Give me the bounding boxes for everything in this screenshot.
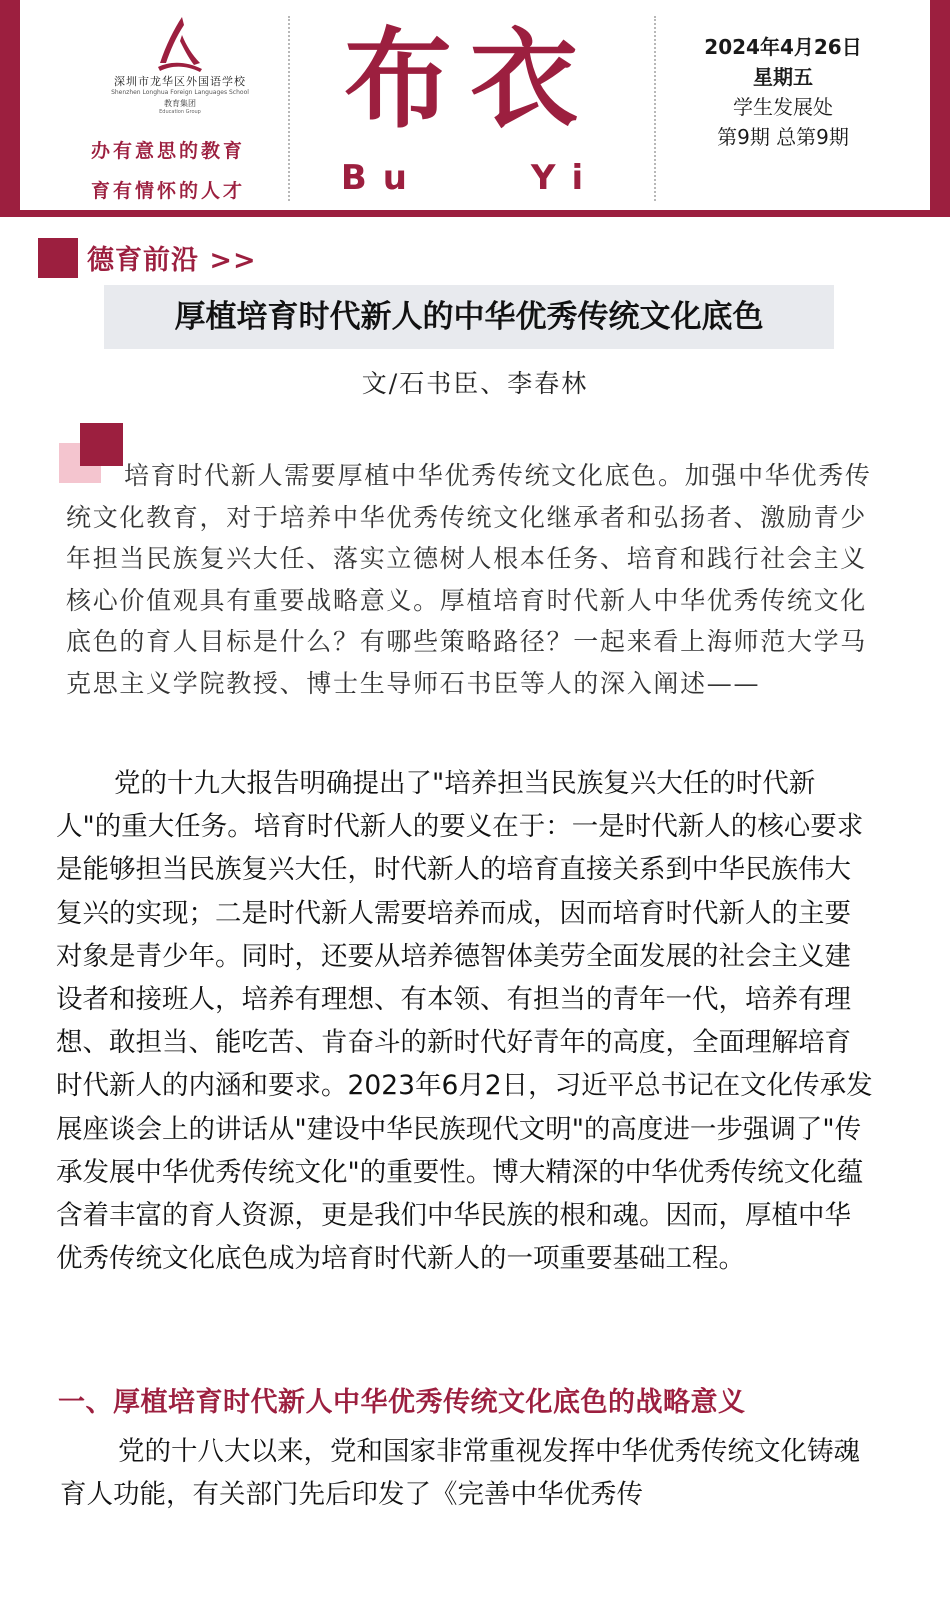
masthead (300, 10, 640, 205)
header-bottom-rule (0, 210, 950, 217)
article-heading-1: 一、厚植培育时代新人中华优秀传统文化底色的战略意义 (58, 1387, 746, 1418)
left-border-bar (0, 0, 20, 216)
school-logo-icon (156, 15, 204, 73)
article-lead: 培育时代新人需要厚植中华优秀传统文化底色。加强中华优秀传统文化教育，对于培养中华优秀传统文化继承者和弘扬者、激励青少年担当民族复兴大任、落实立德树人根本任务、培育和践行社会主义核心价值观具有重要战略意义。厚植培育时代新人中华优秀传统文化底色的育人目标是什么？有哪些策略路径？一起来看上海师范大学马克思主义学院教授、博士生导师石书臣等人的深入阐述—— (66, 461, 872, 698)
article-byline: 文/石书臣、李春林 (361, 369, 589, 398)
section-title: 德育前沿 >> (87, 245, 257, 276)
header-divider-right (654, 16, 656, 201)
article-paragraph-2: 党的十八大以来，党和国家非常重视发挥中华优秀传统文化铸魂育人功能，有关部门先后印发了《完善中华优秀传 (60, 1436, 860, 1511)
issue-info (668, 32, 898, 152)
masthead-title: 布衣 (343, 17, 596, 143)
article-title: 厚植培育时代新人的中华优秀传统文化底色 (104, 285, 834, 349)
section-marker (38, 238, 78, 278)
motto-line-1: 办有意思的教育 (90, 140, 245, 162)
masthead-pinyin: Bu Yi (340, 158, 600, 198)
group-name: 教育集团 (164, 99, 196, 108)
issue-weekday: 星期五 (753, 65, 813, 89)
header-divider-left (288, 16, 290, 201)
right-border-bar (930, 0, 950, 216)
motto-line-2: 育有情怀的人才 (90, 180, 245, 202)
article-paragraph-1: 党的十九大报告明确提出了"培养担当民族复兴大任的时代新人"的重大任务。培育时代新人的要义在于：一是时代新人的核心要求是能够担当民族复兴大任，时代新人的培育直接关系到中华民族伟大复兴的实现；二是时代新人需要培养而成，因而培育时代新人的主要对象是青少年。同时，还要从培养德智体美劳全面发展的社会主义建设者和接班人，培养有理想、有本领、有担当的青年一代，培养有理想、敢担当、能吃苦、肯奋斗的新时代好青年的高度，全面理解培育时代新人的内涵和要求。2023年6月2日，习近平总书记在文化传承发展座谈会上的讲话从"建设中华民族现代文明"的高度进一步强调了"传承发展中华优秀传统文化"的重要性。博大精深的中华优秀传统文化蕴含着丰富的育人资源，更是我们中华民族的根和魂。因而，厚植中华优秀传统文化底色成为培育时代新人的一项重要基础工程。 (56, 768, 873, 1275)
group-name-en: Education Group (159, 109, 201, 115)
issue-date: 2024年4月26日 (704, 35, 862, 59)
school-logo (80, 15, 280, 115)
issue-department: 学生发展处 (733, 95, 833, 119)
issue-number: 第9期 总第9期 (717, 125, 849, 149)
school-name: 深圳市龙华区外国语学校 (114, 75, 246, 88)
school-name-en: Shenzhen Longhua Foreign Languages School (111, 89, 249, 96)
